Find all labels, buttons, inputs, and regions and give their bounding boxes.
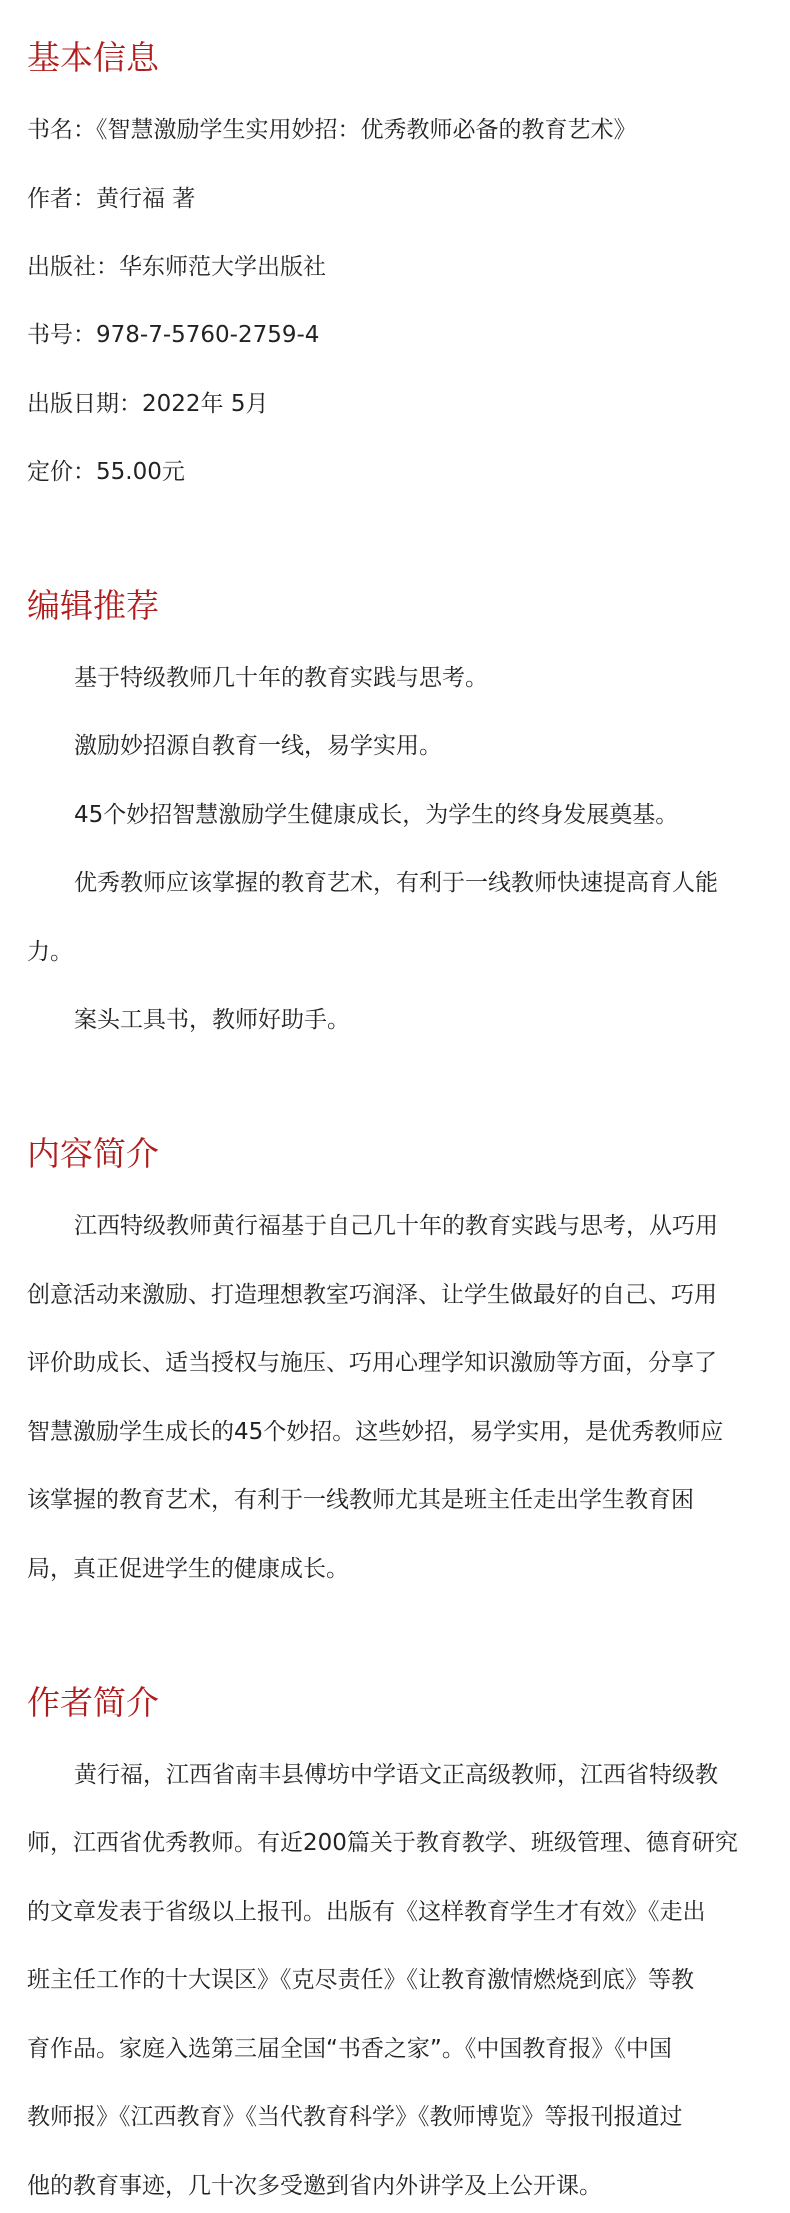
book-price: 定价：55.00元 [27, 459, 185, 485]
author-line: 教师报》《江西教育》《当代教育科学》《教师博览》等报刊报道过 [27, 2104, 683, 2130]
author-line: 黄行福，江西省南丰县傅坊中学语文正高级教师，江西省特级教 [74, 1762, 718, 1788]
summary-line: 评价助成长、适当授权与施压、巧用心理学知识激励等方面，分享了 [27, 1350, 717, 1376]
editor-line: 案头工具书，教师好助手。 [74, 1007, 350, 1033]
book-author: 作者：黄行福 著 [27, 186, 196, 212]
basic-info-heading: 基本信息 [27, 38, 159, 77]
book-title: 书名：《智慧激励学生实用妙招：优秀教师必备的教育艺术》 [27, 117, 637, 143]
summary-line: 江西特级教师黄行福基于自己几十年的教育实践与思考，从巧用 [74, 1213, 718, 1239]
summary-line: 智慧激励学生成长的45个妙招。这些妙招，易学实用，是优秀教师应 [27, 1419, 724, 1445]
editor-line: 力。 [27, 939, 73, 965]
author-line: 的文章发表于省级以上报刊。出版有《这样教育学生才有效》《走出 [27, 1899, 706, 1925]
book-isbn: 书号：978-7-5760-2759-4 [27, 322, 320, 348]
book-pub-date: 出版日期：2022年 5月 [27, 391, 269, 417]
summary-line: 创意活动来激励、打造理想教室巧润泽、让学生做最好的自己、巧用 [27, 1282, 717, 1308]
content-summary-heading: 内容简介 [27, 1134, 159, 1173]
author-intro-heading: 作者简介 [27, 1683, 159, 1722]
author-line: 师，江西省优秀教师。有近200篇关于教育教学、班级管理、德育研究 [27, 1830, 738, 1856]
author-line: 育作品。家庭入选第三届全国“书香之家”。《中国教育报》《中国 [27, 2036, 672, 2062]
editor-line: 优秀教师应该掌握的教育艺术，有利于一线教师快速提高育人能 [74, 870, 718, 896]
editor-recommendation-heading: 编辑推荐 [27, 586, 159, 625]
editor-line: 激励妙招源自教育一线，易学实用。 [74, 733, 442, 759]
summary-line: 该掌握的教育艺术，有利于一线教师尤其是班主任走出学生教育困 [27, 1487, 694, 1513]
author-line: 班主任工作的十大误区》《克尽责任》《让教育激情燃烧到底》等教 [27, 1967, 694, 1993]
editor-line: 45个妙招智慧激励学生健康成长，为学生的终身发展奠基。 [74, 802, 679, 828]
book-publisher: 出版社：华东师范大学出版社 [27, 254, 326, 280]
summary-line: 局，真正促进学生的健康成长。 [27, 1556, 349, 1582]
editor-line: 基于特级教师几十年的教育实践与思考。 [74, 665, 488, 691]
author-line: 他的教育事迹，几十次多受邀到省内外讲学及上公开课。 [27, 2173, 602, 2199]
